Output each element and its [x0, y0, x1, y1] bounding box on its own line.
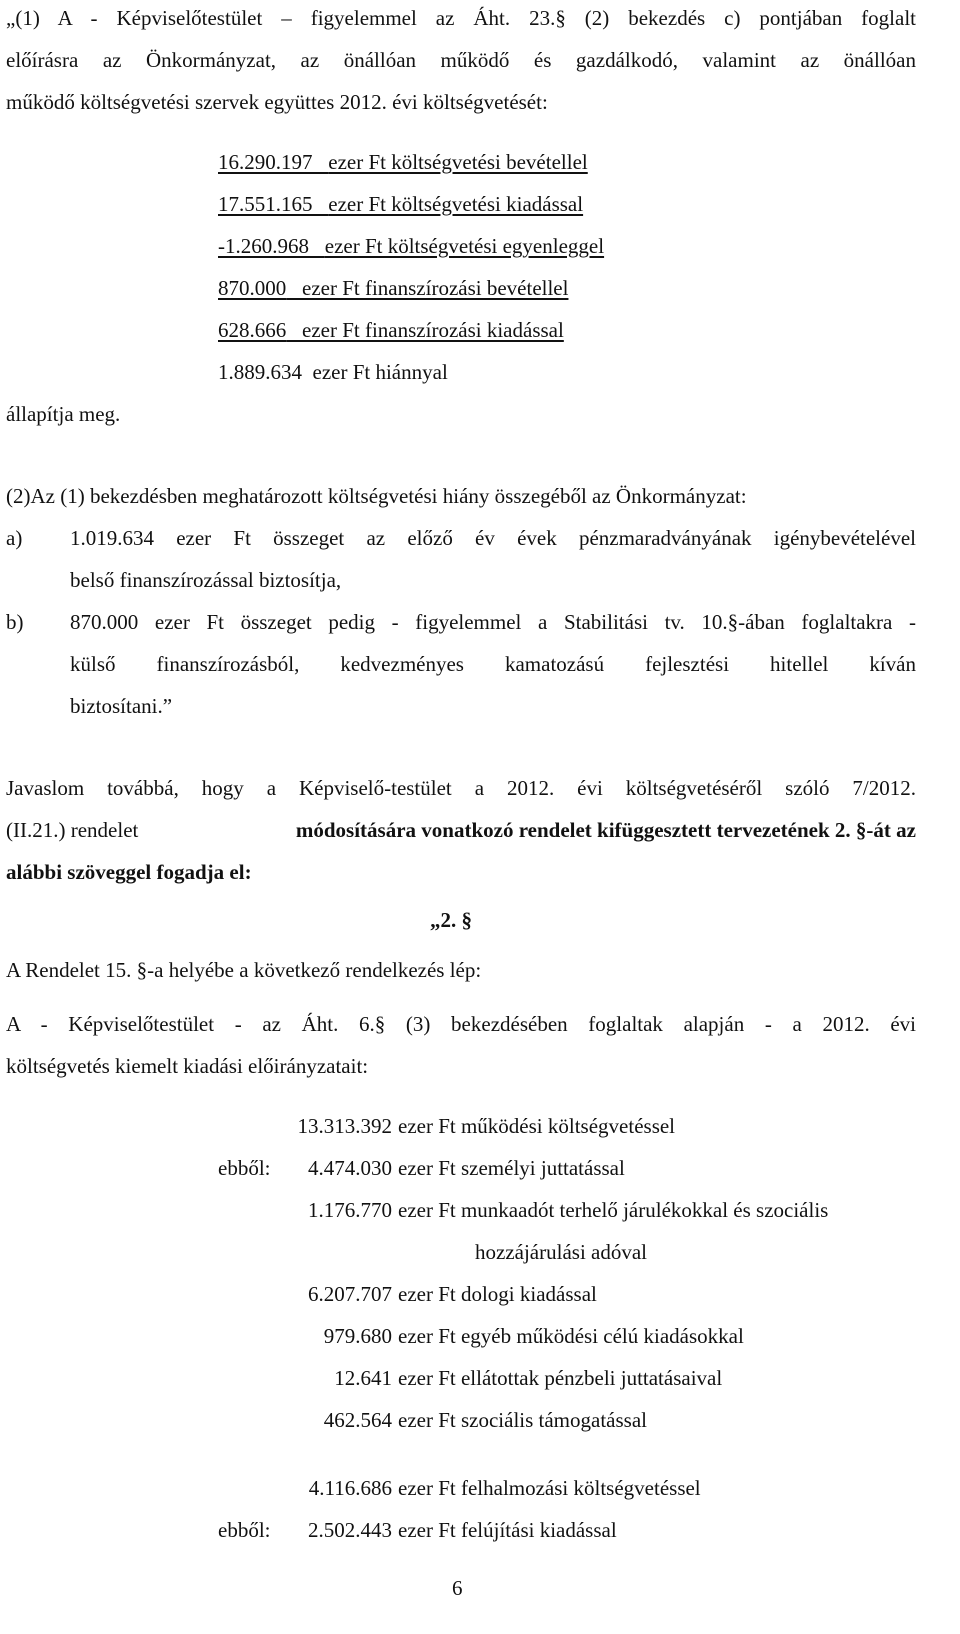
rendelet-line: A Rendelet 15. §-a helyébe a következő rendelkezés lép: [6, 958, 482, 982]
budget-text: ezer Ft finanszírozási kiadással [302, 318, 564, 342]
proposal-line-2-plain: (II.21.) rendelet [6, 818, 139, 842]
proposal-line-2-bold: módosítására vonatkozó rendelet kifüggesztett tervezetének 2. §-át az [295, 818, 916, 842]
appropriation-value: 462.564 [323, 1408, 392, 1432]
appropriation-text: ezer Ft szociális támogatással [398, 1408, 647, 1432]
appropriation-text: ezer Ft egyéb működési célú kiadásokkal [398, 1324, 744, 1348]
budget-text: ezer Ft finanszírozási bevétellel [302, 276, 569, 300]
paragraph-3-line-1: A - Képviselőtestület - az Áht. 6.§ (3) bekezdésében foglaltak alapján - a 2012. évi [6, 1012, 916, 1036]
appropriation-text: ezer Ft felújítási kiadással [398, 1518, 617, 1542]
budget-text: ezer Ft hiánnyal [312, 360, 448, 384]
budget-value: -1.260.968 [218, 234, 309, 258]
proposal-line-1: Javaslom továbbá, hogy a Képviselő-testület a 2012. évi költségvetéséről szóló 7/2012. [6, 776, 916, 800]
budget-text: ezer Ft költségvetési bevétellel [328, 150, 588, 174]
appropriation-value: 1.176.770 [308, 1198, 392, 1222]
paragraph-3-line-2: költségvetés kiemelt kiadási előirányzatait: [6, 1054, 369, 1078]
appropriation-value: 12.641 [334, 1366, 392, 1390]
item-b-label: b) [6, 610, 24, 634]
budget-text: ezer Ft költségvetési kiadással [328, 192, 584, 216]
budget-value: 1.889.634 [218, 360, 302, 384]
appropriation-text: ezer Ft dologi kiadással [398, 1282, 597, 1306]
item-a-label: a) [6, 526, 23, 550]
paragraph-1-line-2: előírásra az Önkormányzat, az önállóan működő és gazdálkodó, valamint az önállóan [6, 48, 916, 72]
budget-item-financing-expenditure [218, 318, 564, 342]
appropriation-value: 979.680 [323, 1324, 392, 1348]
item-b-line-1: 870.000 ezer Ft összeget pedig - figyelemmel a Stabilitási tv. 10.§-ában foglaltakra - [70, 610, 916, 634]
appropriation-prefix: ebből: [218, 1156, 271, 1180]
budget-value: 870.000 [218, 276, 287, 300]
proposal-line-3: alábbi szöveggel fogadja el: [6, 860, 252, 884]
item-a-line-2: belső finanszírozással biztosítja, [70, 568, 342, 592]
appropriation-value: 4.474.030 [308, 1156, 392, 1180]
allapitja-meg: állapítja meg. [6, 402, 121, 426]
appropriation-text: ezer Ft személyi juttatással [398, 1156, 625, 1180]
appropriation-text: ezer Ft munkaadót terhelő járulékokkal és szociális [398, 1198, 829, 1222]
proposal-line-2 [6, 818, 916, 842]
paragraph-1-line-3: működő költségvetési szervek együttes 2012. évi költségvetését: [6, 90, 548, 114]
appropriation-text: ezer Ft működési költségvetéssel [398, 1114, 676, 1138]
paragraph-2-intro: (2)Az (1) bekezdésben meghatározott költségvetési hiány összegéből az Önkormányzat: [6, 484, 747, 508]
budget-item-revenue [218, 150, 588, 174]
item-b-line-2: külső finanszírozásból, kedvezményes kamatozású fejlesztési hitellel kíván [70, 652, 916, 676]
appropriation-prefix: ebből: [218, 1518, 271, 1542]
appropriation-value: 4.116.686 [308, 1476, 392, 1500]
budget-item-expenditure [218, 192, 583, 216]
appropriation-text: ezer Ft felhalmozási költségvetéssel [398, 1476, 701, 1500]
budget-item-balance [218, 234, 604, 258]
item-b-line-3: biztosítani.” [70, 694, 173, 718]
section-title: „2. § [430, 908, 472, 932]
appropriation-value: 2.502.443 [308, 1518, 392, 1542]
budget-value: 16.290.197 [218, 150, 313, 174]
budget-item-financing-revenue [218, 276, 568, 300]
appropriation-value: 6.207.707 [308, 1282, 392, 1306]
item-a-line-1: 1.019.634 ezer Ft összeget az előző év évek pénzmaradványának igénybevételével [70, 526, 916, 550]
budget-value: 17.551.165 [218, 192, 313, 216]
budget-item-deficit [218, 360, 448, 384]
paragraph-1-line-1: „(1) A - Képviselőtestület – figyelemmel az Áht. 23.§ (2) bekezdés c) pontjában foglalt [6, 6, 916, 30]
appropriation-text: ezer Ft ellátottak pénzbeli juttatásaival [398, 1366, 723, 1390]
budget-text: ezer Ft költségvetési egyenleggel [324, 234, 605, 258]
appropriation-text: hozzájárulási adóval [475, 1240, 647, 1264]
budget-value: 628.666 [218, 318, 287, 342]
page-number: 6 [452, 1576, 463, 1600]
appropriation-value: 13.313.392 [297, 1114, 392, 1138]
